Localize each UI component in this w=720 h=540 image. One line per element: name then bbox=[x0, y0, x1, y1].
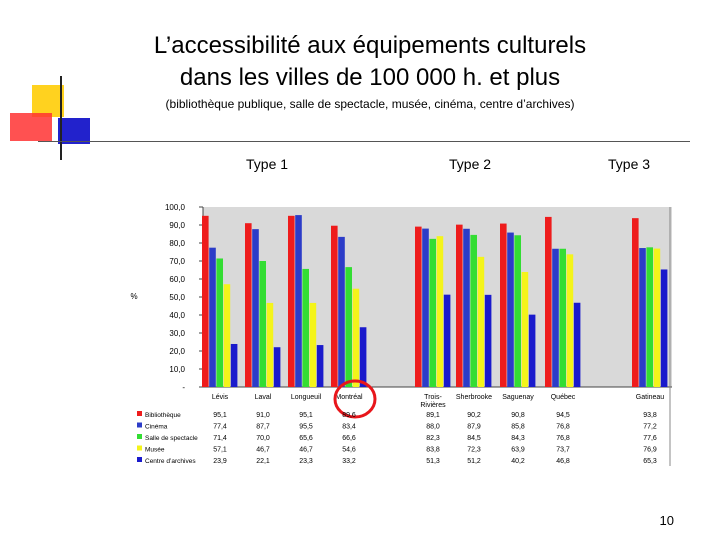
bar-longueuil-0 bbox=[288, 216, 295, 387]
y-tick-label: 20,0 bbox=[169, 347, 185, 356]
data-label: 76,8 bbox=[556, 423, 570, 431]
bar-laval-2 bbox=[259, 261, 266, 387]
bar-qu-bec-1 bbox=[552, 249, 559, 387]
bar-saguenay-0 bbox=[500, 224, 507, 387]
bar-saguenay-1 bbox=[507, 233, 514, 387]
bar-qu-bec-4 bbox=[574, 303, 581, 387]
data-label: 83,8 bbox=[426, 446, 440, 454]
page-number: 10 bbox=[659, 513, 674, 528]
bar-montr-al-0 bbox=[331, 226, 338, 387]
y-tick-label: 80,0 bbox=[169, 239, 185, 248]
data-label: 54,6 bbox=[342, 446, 356, 454]
legend-entry-3: Musée bbox=[145, 446, 165, 454]
bar-trois-rivi-res-0 bbox=[415, 227, 422, 387]
data-label: 90,8 bbox=[511, 412, 525, 419]
data-label: 76,9 bbox=[643, 446, 657, 454]
bar-montr-al-3 bbox=[353, 289, 360, 387]
bar-montr-al-4 bbox=[360, 327, 367, 387]
bar-montr-al-1 bbox=[338, 237, 345, 387]
data-label: 77,4 bbox=[213, 423, 227, 431]
x-tick-label: Rivières bbox=[420, 402, 446, 409]
y-tick-label: - bbox=[182, 383, 185, 392]
data-label: 72,3 bbox=[467, 446, 481, 454]
bar-sherbrooke-3 bbox=[478, 257, 485, 387]
data-label: 93,8 bbox=[643, 412, 657, 419]
data-label: 71,4 bbox=[213, 435, 227, 442]
y-tick-label: 50,0 bbox=[169, 293, 185, 302]
bar-laval-0 bbox=[245, 223, 252, 387]
data-label: 46,8 bbox=[556, 458, 570, 465]
legend-entry-2: Salle de spectacle bbox=[145, 435, 198, 442]
legend-swatch-1 bbox=[137, 423, 142, 428]
bar-l-vis-3 bbox=[224, 284, 231, 387]
bar-gatineau-4 bbox=[661, 269, 668, 387]
bar-l-vis-0 bbox=[202, 216, 209, 387]
bar-gatineau-3 bbox=[654, 249, 661, 387]
data-label: 89,1 bbox=[426, 412, 440, 419]
bar-longueuil-4 bbox=[317, 345, 324, 387]
x-tick-label: Lévis bbox=[211, 394, 229, 401]
data-label: 82,3 bbox=[426, 435, 440, 442]
legend-swatch-0 bbox=[137, 411, 142, 416]
type-3-label: Type 3 bbox=[608, 156, 651, 172]
data-label: 84,5 bbox=[467, 435, 481, 442]
bar-qu-bec-2 bbox=[559, 249, 566, 387]
data-label: 89,6 bbox=[342, 412, 356, 419]
data-label: 73,7 bbox=[556, 446, 570, 454]
y-tick-label: 90,0 bbox=[169, 221, 185, 230]
data-label: 57,1 bbox=[213, 446, 227, 454]
bar-trois-rivi-res-2 bbox=[429, 239, 436, 387]
x-tick-label: Québec bbox=[550, 394, 576, 401]
legend-entry-1: Cinéma bbox=[145, 423, 168, 431]
bar-trois-rivi-res-4 bbox=[444, 295, 451, 387]
data-label: 90,2 bbox=[467, 412, 481, 419]
legend-entry-4: Centre d’archives bbox=[145, 458, 196, 465]
data-label: 91,0 bbox=[256, 412, 270, 419]
data-label: 88,0 bbox=[426, 423, 440, 431]
bar-trois-rivi-res-3 bbox=[437, 236, 444, 387]
x-tick-label: Sherbrooke bbox=[455, 394, 493, 401]
data-label: 46,7 bbox=[299, 446, 313, 454]
bar-gatineau-2 bbox=[646, 247, 653, 387]
y-tick-label: 40,0 bbox=[169, 311, 185, 320]
bar-laval-4 bbox=[274, 347, 281, 387]
data-label: 40,2 bbox=[511, 458, 525, 465]
bar-saguenay-3 bbox=[522, 272, 529, 387]
bar-laval-1 bbox=[252, 229, 259, 387]
data-label: 22,1 bbox=[256, 458, 270, 465]
data-label: 51,3 bbox=[426, 458, 440, 465]
data-label: 76,8 bbox=[556, 435, 570, 442]
bar-qu-bec-3 bbox=[567, 254, 574, 387]
bar-laval-3 bbox=[267, 303, 274, 387]
bar-sherbrooke-2 bbox=[470, 235, 477, 387]
data-label: 65,3 bbox=[643, 458, 657, 465]
bar-sherbrooke-1 bbox=[463, 229, 470, 387]
bar-montr-al-2 bbox=[345, 267, 352, 387]
bar-longueuil-2 bbox=[302, 269, 309, 387]
data-label: 77,6 bbox=[643, 435, 657, 442]
x-tick-label: Laval bbox=[254, 394, 272, 401]
y-axis-label: % bbox=[130, 292, 138, 301]
bar-longueuil-1 bbox=[295, 215, 302, 387]
data-label: 87,9 bbox=[467, 423, 481, 431]
bar-qu-bec-0 bbox=[545, 217, 552, 387]
type-2-label: Type 2 bbox=[449, 156, 492, 172]
x-tick-label: Saguenay bbox=[502, 394, 534, 401]
bar-trois-rivi-res-1 bbox=[422, 229, 429, 387]
data-label: 65,6 bbox=[299, 435, 313, 442]
x-tick-label: Montréal bbox=[335, 394, 363, 401]
legend-entry-0: Bibliothèque bbox=[145, 412, 181, 419]
y-tick-label: 30,0 bbox=[169, 329, 185, 338]
x-tick-label: Longueuil bbox=[290, 394, 322, 401]
data-label: 70,0 bbox=[256, 435, 270, 442]
slide-title-line1: L’accessibilité aux équipements culturels bbox=[153, 32, 587, 59]
data-label: 83,4 bbox=[342, 423, 356, 431]
bar-l-vis-1 bbox=[209, 248, 216, 387]
type-1-label: Type 1 bbox=[246, 156, 289, 172]
data-label: 51,2 bbox=[467, 458, 481, 465]
bar-sherbrooke-0 bbox=[456, 225, 463, 387]
data-label: 33,2 bbox=[342, 458, 356, 465]
data-label: 95,5 bbox=[299, 423, 313, 431]
data-label: 77,2 bbox=[643, 423, 657, 431]
y-tick-label: 100,0 bbox=[164, 203, 185, 212]
data-label: 23,9 bbox=[213, 458, 227, 465]
bar-gatineau-1 bbox=[639, 248, 646, 387]
legend-swatch-2 bbox=[137, 434, 142, 439]
legend-swatch-4 bbox=[137, 457, 142, 462]
data-label: 85,8 bbox=[511, 423, 525, 431]
bar-l-vis-2 bbox=[216, 258, 223, 387]
data-label: 95,1 bbox=[299, 412, 313, 419]
bar-sherbrooke-4 bbox=[485, 295, 492, 387]
data-label: 84,3 bbox=[511, 435, 525, 442]
bar-saguenay-2 bbox=[514, 235, 521, 387]
data-label: 23,3 bbox=[299, 458, 313, 465]
bar-saguenay-4 bbox=[529, 315, 536, 387]
bar-l-vis-4 bbox=[231, 344, 238, 387]
legend-swatch-3 bbox=[137, 446, 142, 451]
data-label: 63,9 bbox=[511, 446, 525, 454]
y-tick-label: 70,0 bbox=[169, 257, 185, 266]
data-label: 66,6 bbox=[342, 435, 356, 442]
data-label: 87,7 bbox=[256, 423, 270, 431]
data-label: 94,5 bbox=[556, 412, 570, 419]
bar-gatineau-0 bbox=[632, 218, 639, 387]
bar-longueuil-3 bbox=[310, 303, 317, 387]
x-tick-label: Trois- bbox=[424, 394, 442, 401]
x-tick-label: Gatineau bbox=[635, 394, 665, 401]
data-label: 46,7 bbox=[256, 446, 270, 454]
slide-title-line2: dans les villes de 100 000 h. et plus bbox=[179, 64, 561, 91]
data-label: 95,1 bbox=[213, 412, 227, 419]
y-tick-label: 10,0 bbox=[169, 365, 185, 374]
y-tick-label: 60,0 bbox=[169, 275, 185, 284]
slide-subtitle: (bibliothèque publique, salle de spectacle, musée, cinéma, centre d’archives) bbox=[165, 97, 575, 111]
